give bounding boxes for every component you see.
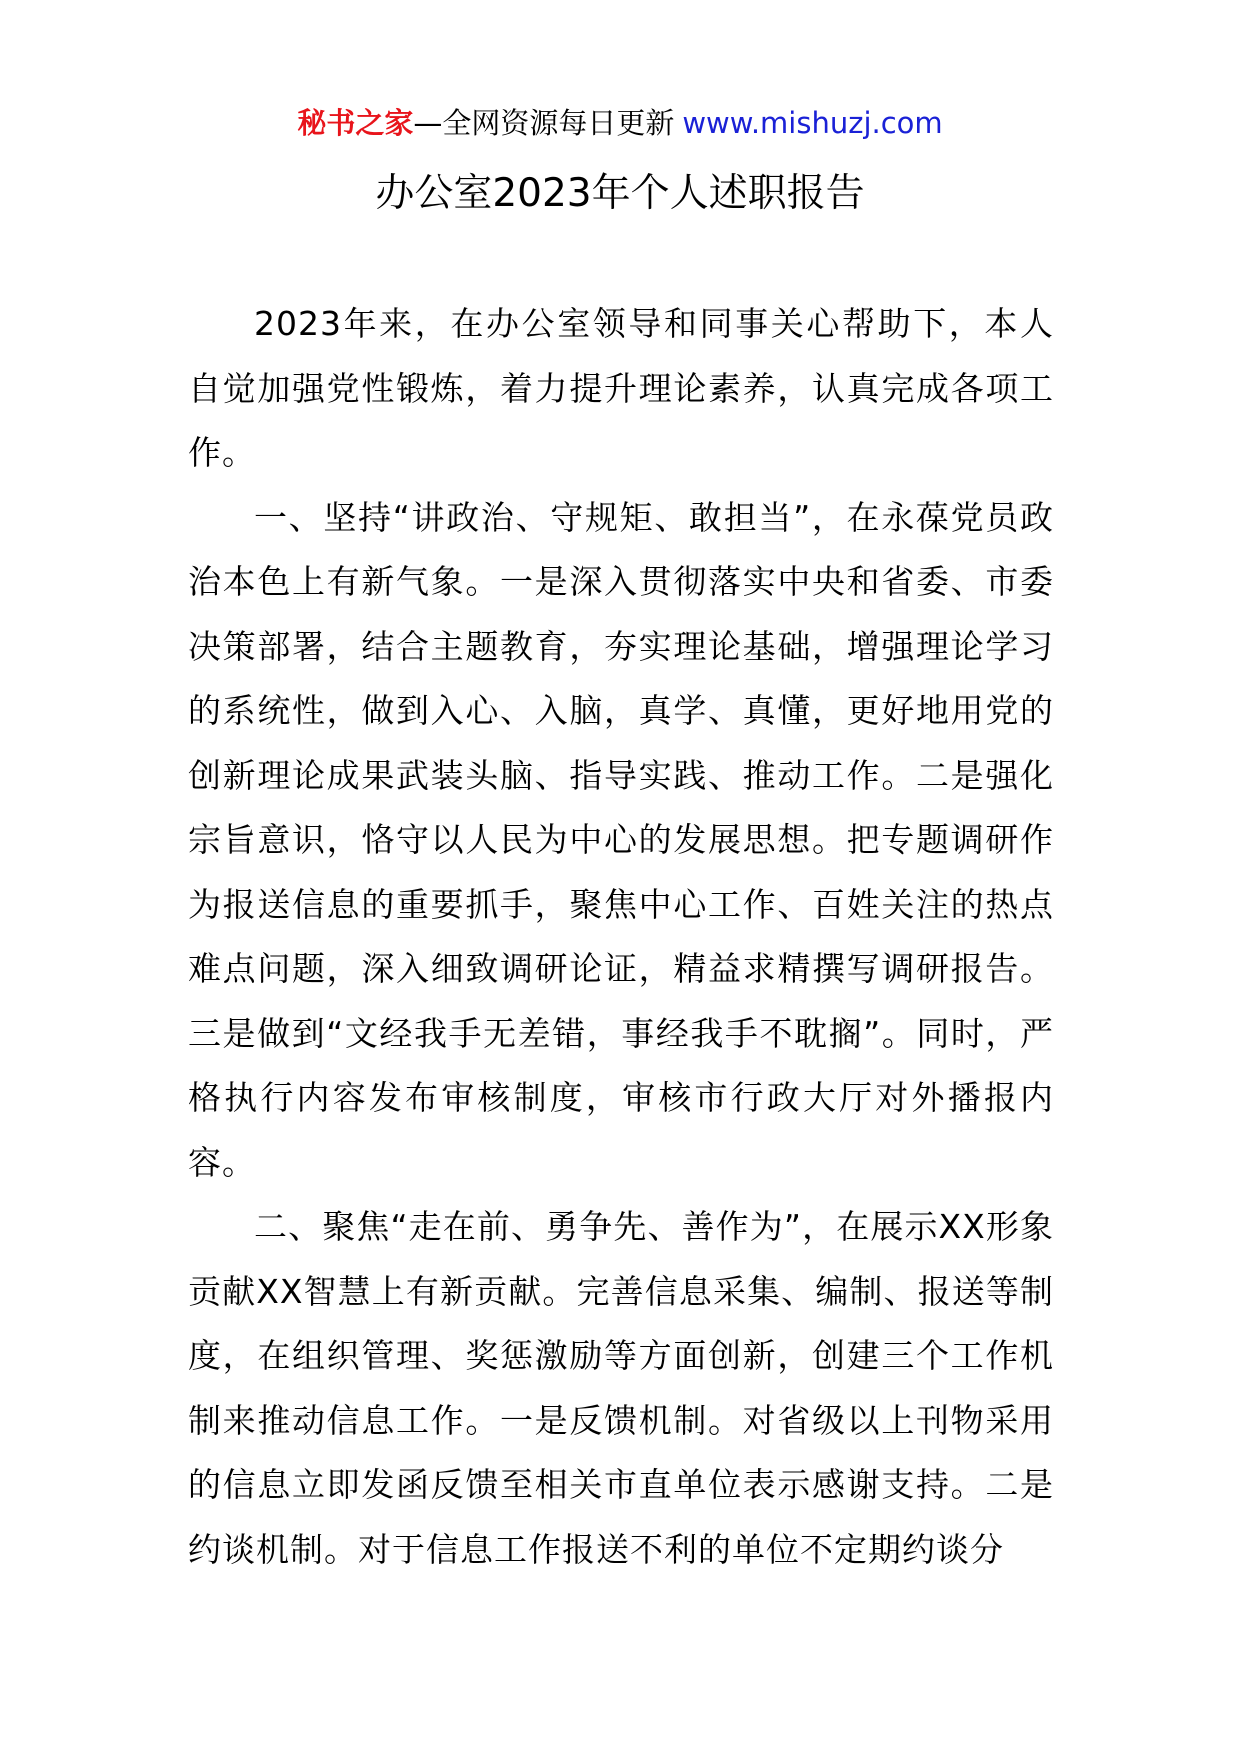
watermark-header (0, 103, 1240, 143)
document-title: 办公室2023年个人述职报告 (375, 171, 865, 216)
paragraph-intro: 2023年来，在办公室领导和同事关心帮助下，本人自觉加强党性锻炼，着力提升理论素养，认真完成各项工作。 (188, 304, 1054, 472)
document-body (188, 292, 1054, 1582)
header-tagline: 全网资源每日更新 (442, 106, 675, 140)
header-dash: — (413, 106, 443, 140)
brand-name: 秘书之家 (297, 106, 414, 140)
site-url-link[interactable]: www.mishuzj.com (682, 106, 943, 140)
paragraph-section-two: 二、聚焦“走在前、勇争先、善作为”，在展示XX形象贡献XX智慧上有新贡献。完善信息采集、编制、报送等制度，在组织管理、奖惩激励等方面创新，创建三个工作机制来推动信息工作。一是反馈机制。对省级以上刊物采用的信息立即发函反馈至相关市直单位表示感谢支持。二是约谈机制。对于信息工作报送不利的单位不定期约谈分 (188, 1207, 1054, 1569)
paragraph-section-one: 一、坚持“讲政治、守规矩、敢担当”，在永葆党员政治本色上有新气象。一是深入贯彻落实中央和省委、市委决策部署，结合主题教育，夯实理论基础，增强理论学习的系统性，做到入心、入脑，真学、真懂，更好地用党的创新理论成果武装头脑、指导实践、推动工作。二是强化宗旨意识，恪守以人民为中心的发展思想。把专题调研作为报送信息的重要抓手，聚焦中心工作、百姓关注的热点难点问题，深入细致调研论证，精益求精撰写调研报告。三是做到“文经我手无差错，事经我手不耽搁”。同时，严格执行内容发布审核制度，审核市行政大厅对外播报内容。 (188, 497, 1054, 1182)
